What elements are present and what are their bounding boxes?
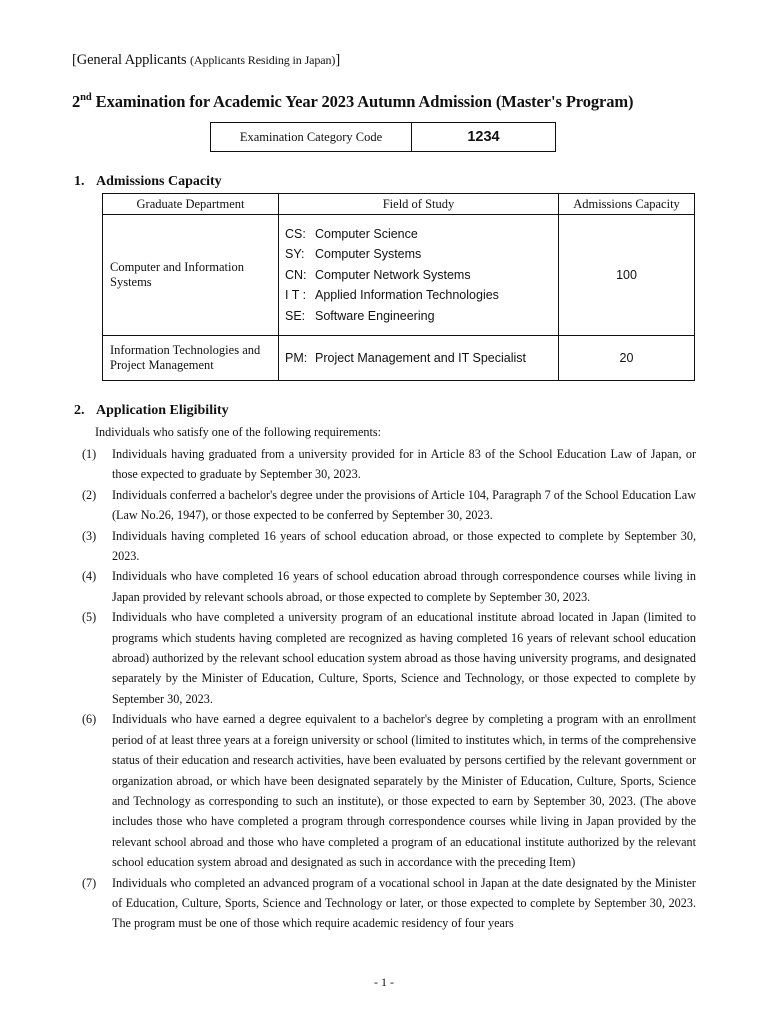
field-code: CS: — [285, 227, 306, 242]
page-number: - 1 - — [374, 975, 394, 989]
item-number: (7) — [82, 875, 97, 890]
field-code: SE: — [285, 308, 306, 323]
exam-category-code-table — [210, 122, 556, 152]
column-header-capacity: Admissions Capacity — [559, 194, 695, 215]
title-text: Examination for Academic Year 2023 Autumn Admission (Master's Program) — [91, 92, 634, 111]
item-number: (4) — [82, 569, 97, 584]
item-text: Individuals who have completed 16 years of school education abroad through correspondence courses while living in Japan provided by relevant schools abroad, or those expected to complete by September 30, 2023. — [112, 569, 696, 604]
field-item — [285, 224, 558, 244]
title-ordinal-suffix: nd — [80, 91, 92, 103]
department-cell: Computer and Information Systems — [103, 215, 279, 336]
column-header-field: Field of Study — [279, 194, 559, 215]
field-name: Computer Systems — [315, 247, 422, 262]
applicant-category-note — [72, 52, 340, 69]
field-name: Applied Information Technologies — [315, 288, 499, 303]
table-row — [103, 336, 695, 381]
field-name: Project Management and IT Specialist — [315, 350, 526, 365]
exam-category-code-label: Examination Category Code — [211, 123, 412, 152]
section-2-number: 2. — [74, 403, 85, 418]
item-number: (5) — [82, 610, 97, 625]
title-ordinal-number: 2 — [72, 92, 81, 111]
capacity-cell: 20 — [559, 336, 695, 381]
field-item — [285, 244, 558, 264]
item-number: (2) — [82, 487, 97, 502]
field-of-study-cell — [279, 215, 559, 336]
item-text: Individuals having graduated from a university provided for in Article 83 of the School Education Law of Japan, or those expected to graduate by September 30, 2023. — [112, 447, 696, 482]
applicant-category-sub: (Applicants Residing in Japan) — [190, 53, 336, 67]
field-code: SY: — [285, 247, 305, 262]
exam-category-code-value: 1234 — [412, 123, 556, 152]
list-item — [82, 485, 696, 526]
field-code: CN: — [285, 267, 307, 282]
item-text: Individuals having completed 16 years of school education abroad, or those expected to complete by September 30, 2023. — [112, 528, 696, 564]
section-1-number: 1. — [74, 174, 85, 189]
field-code: PM: — [285, 350, 308, 365]
section-1-heading — [74, 174, 222, 190]
field-name: Software Engineering — [315, 308, 435, 323]
item-number: (3) — [82, 528, 97, 543]
applicant-category-main: [General Applicants — [72, 52, 190, 68]
item-number: (6) — [82, 712, 97, 727]
list-item — [82, 526, 696, 567]
field-item — [285, 265, 558, 285]
field-item — [285, 348, 558, 368]
item-number: (1) — [82, 447, 97, 461]
admissions-capacity-table — [102, 193, 695, 381]
list-item — [82, 607, 696, 709]
field-item — [285, 285, 558, 305]
table-row — [103, 215, 695, 336]
list-item — [82, 873, 696, 934]
field-of-study-cell — [279, 336, 559, 381]
document-title — [72, 92, 712, 112]
capacity-cell: 100 — [559, 215, 695, 336]
item-text: Individuals who have earned a degree equivalent to a bachelor's degree by completing a program with an enrollment period of at least three years at a foreign university or school (limited to institutes which, in terms of the comprehensive status of their education and research activities, have been evaluated by persons certified by the relevant government or organization abroad, or which have been designated separately by the Minister of Education, Culture, Sports, Science and Technology as corresponding to such an institute), or those expected to earn by September 30, 2023. (The above includes those who have completed a program through correspondence courses while living in Japan provided by the relevant school abroad and those who have completed a program of an educational institute authorized by the relevant school education system abroad and designated as such in accordance with the preceding Item) — [112, 712, 696, 870]
table-header-row — [103, 194, 695, 215]
field-name: Computer Science — [315, 227, 418, 242]
field-item — [285, 306, 558, 326]
department-cell: Information Technologies and Project Management — [103, 336, 279, 381]
eligibility-intro: Individuals who satisfy one of the following requirements: — [95, 425, 382, 439]
field-code: I T : — [285, 288, 307, 303]
section-1-title: Admissions Capacity — [96, 174, 222, 189]
column-header-department: Graduate Department — [103, 194, 279, 215]
list-item — [82, 566, 696, 607]
applicant-category-close: ] — [335, 52, 341, 68]
section-2-title: Application Eligibility — [96, 403, 229, 418]
section-2-heading — [74, 403, 229, 419]
eligibility-list — [82, 444, 696, 934]
list-item — [82, 444, 696, 485]
item-text: Individuals conferred a bachelor's degree under the provisions of Article 104, Paragraph 7 of the School Education Law (Law No.26, 1947), or those expected to be conferred by September 30, 2023. — [112, 487, 696, 523]
list-item — [82, 709, 696, 872]
item-text: Individuals who completed an advanced program of a vocational school in Japan at the date designated by the Minister of Education, Culture, Sports, Science and Technology or later, or those expected to complete by September 30, 2023. The program must be one of those which require academic residency of four years — [112, 875, 696, 931]
field-name: Computer Network Systems — [315, 267, 471, 282]
item-text: Individuals who have completed a university program of an educational institute abroad located in Japan (limited to programs which students having completed are recognized as having completed 16 years of relevant school education abroad) authorized by the relevant school education system abroad as those having university programs, and designated separately by the Minister of Education, Culture, Sports, Science and Technology, or those expected to complete by September 30, 2023. — [112, 610, 696, 706]
